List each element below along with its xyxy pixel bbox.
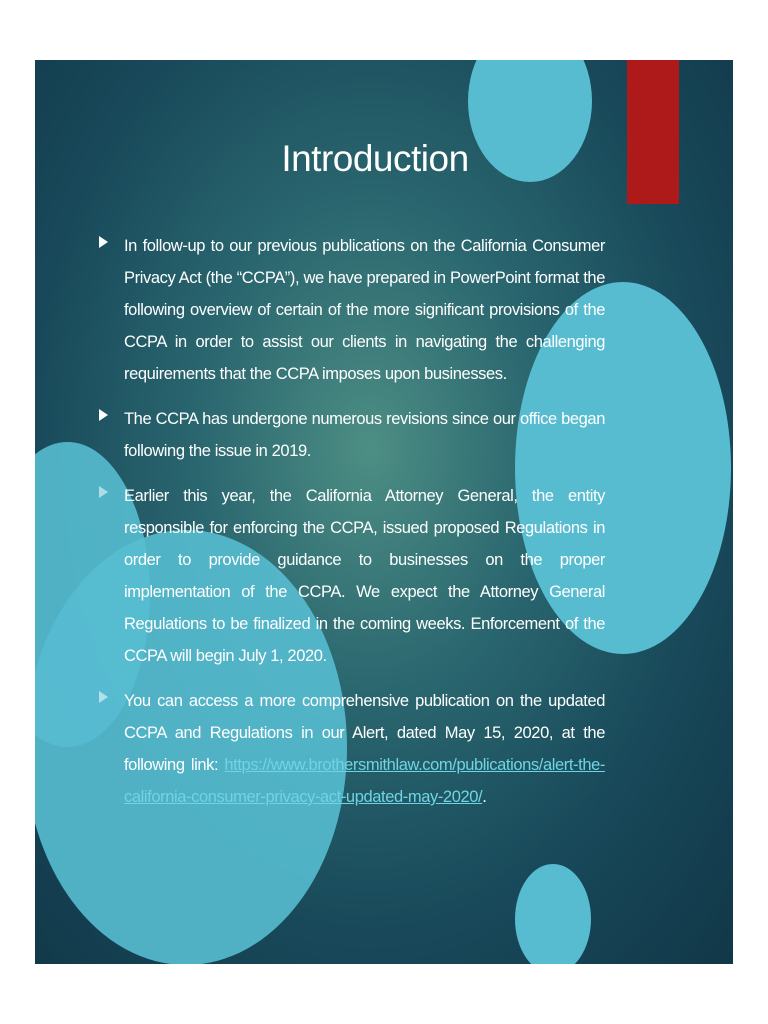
bullet-text-lead: You can access a more comprehensive publication on the updated CCPA and Regulations in our Alert, dated May 15, 2020, at the following link: <box>124 692 605 774</box>
bullet-text <box>124 685 605 813</box>
slide <box>35 60 733 964</box>
accent-bar <box>627 60 679 204</box>
bullet-text: The CCPA has undergone numerous revisions since our office began following the issue in 2019. <box>124 410 605 460</box>
bullet-text: Earlier this year, the California Attorney General, the entity responsible for enforcing the CCPA, issued proposed Regulations in order to provide guidance to businesses on the proper implementation of the CCPA. We expect the Attorney General Regulations to be finalized in the coming weeks. Enforcement of the CCPA will begin July 1, 2020. <box>124 487 605 665</box>
bullet-arrow-icon <box>99 409 108 421</box>
bullet-item-1 <box>97 230 605 390</box>
bullet-arrow-icon <box>99 691 108 703</box>
bullet-list <box>97 230 605 826</box>
slide-title: Introduction <box>281 138 469 179</box>
bullet-arrow-icon <box>99 486 108 498</box>
bullet-text-end: . <box>482 788 487 806</box>
bullet-text: In follow-up to our previous publications on the California Consumer Privacy Act (the “CCPA”), we have prepared in PowerPoint format the following overview of certain of the more significant provisions of the CCPA in order to assist our clients in navigating the challenging requirements that the CCPA imposes upon businesses. <box>124 237 605 383</box>
bullet-arrow-icon <box>99 236 108 248</box>
publication-link[interactable]: https://www.brothersmithlaw.com/publications/alert-the-california-consumer-privacy-act-updated-may-2020/ <box>124 756 605 806</box>
bullet-item-3 <box>97 480 605 672</box>
decorative-circle-bottom <box>515 864 591 964</box>
bullet-item-4 <box>97 685 605 813</box>
bullet-item-2 <box>97 403 605 467</box>
